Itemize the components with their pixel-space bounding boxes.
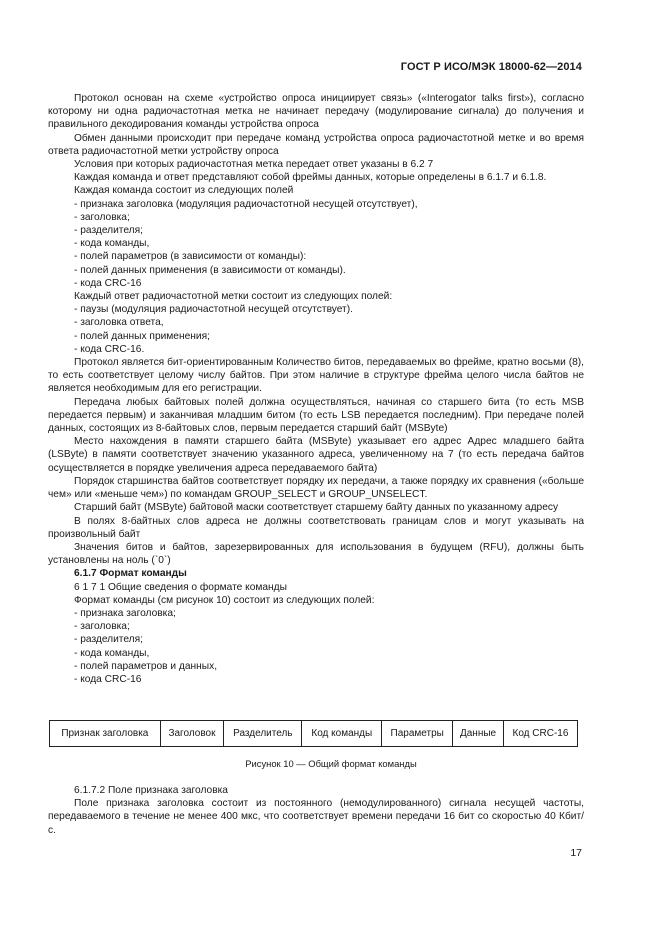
table-cell: Разделитель [224, 721, 302, 747]
table-cell: Параметры [382, 721, 453, 747]
table-cell: Заголовок [160, 721, 224, 747]
list-item: - признака заголовка (модуляция радиочастотной несущей отсутствует), [74, 198, 418, 210]
paragraph: 6 1 7 1 Общие сведения о формате команды [74, 581, 287, 593]
list-item: - полей параметров и данных, [74, 660, 218, 672]
paragraph: Порядок старшинства байтов соответствует порядку их передачи, а также порядку их сравнения («больше чем» или «меньше чем») по командам GROUP_SELECT и GROUP_UNSELECT. [48, 475, 584, 501]
paragraph: Каждый ответ радиочастотной метки состоит из следующих полей: [74, 291, 393, 303]
section-heading: 6.1.7 Формат команды [74, 568, 187, 580]
paragraph: Место нахождения в памяти старшего байта (MSByte) указывает его адрес Адрес младшего байта (LSByte) в памяти соответствует значению указанного адреса, увеличенному на 7 (то есть передача байтов осуществляется в порядке увеличения адреса передаваемого байта) [48, 436, 584, 474]
table-cell: Данные [453, 721, 504, 747]
list-item: - заголовка; [74, 621, 130, 633]
body-text [48, 92, 584, 686]
paragraph: Старший байт (MSByte) байтовой маски соответствует старшему байту данных по указанному адресу [74, 502, 559, 514]
table-row [50, 721, 578, 747]
list-item: - разделителя; [74, 225, 143, 237]
table-cell: Код CRC-16 [503, 721, 577, 747]
body-text-continued [48, 784, 584, 837]
paragraph: Формат команды (см рисунок 10) состоит из следующих полей: [74, 594, 375, 606]
paragraph: Протокол является бит-ориентированным Количество битов, передаваемых во фрейме, кратно восьми (8), то есть соответствует целому числу байтов. При этом наличие в структуре фрейма целого числа байтов не является необходимым для его регистрации. [48, 357, 584, 395]
paragraph: Каждая команда состоит из следующих полей [74, 185, 294, 197]
figure-caption: Рисунок 10 — Общий формат команды [245, 758, 417, 769]
list-item: - признака заголовка; [74, 607, 176, 619]
list-item: - разделителя; [74, 634, 143, 646]
paragraph: Значения битов и байтов, зарезервированных для использования в будущем (RFU), должны быть установлены на ноль (`0`) [48, 541, 584, 567]
list-item: - заголовка; [74, 211, 130, 223]
list-item: - кода команды, [74, 238, 150, 250]
figure-10-command-format [49, 720, 578, 747]
list-item: - полей параметров (в зависимости от команды): [74, 251, 307, 263]
paragraph: Передача любых байтовых полей должна осуществляться, начиная со старшего бита (то есть MSB передается первым) и заканчивая младшим битом (то есть LSB передается последним). При передаче полей данных, состоящих из 8-байтовых слов, первым передается старший байт (MSByte) [48, 396, 584, 435]
paragraph: Протокол основан на схеме «устройство опроса инициирует связь» («Interogator talks first»), согласно которому ни одна радиочастотная метка не начинает передачу (модулирование сигнала) до получения и правильного декодирования команды устройства опроса [48, 93, 584, 131]
document-header: ГОСТ Р ИСО/МЭК 18000-62—2014 [400, 61, 582, 73]
table-cell: Код команды [302, 721, 382, 747]
paragraph: Условия при которых радиочастотная метка передает ответ указаны в 6.2 7 [74, 159, 434, 171]
list-item: - кода CRC-16 [74, 673, 142, 685]
list-item: - кода команды, [74, 647, 150, 659]
list-item: - паузы (модуляция радиочастотной несущей отсутствует). [74, 304, 353, 316]
paragraph: Поле признака заголовка состоит из постоянного (немодулированного) сигнала несущей частоты, передаваемого в течение не менее 400 мкс, что соответствует времени передачи 16 бит со скоростью 40 Кбит/с. [48, 798, 584, 836]
table-cell: Признак заголовка [50, 721, 161, 747]
paragraph: 6.1.7.2 Поле признака заголовка [74, 785, 228, 796]
paragraph: Каждая команда и ответ представляют собой фреймы данных, которые определены в 6.1.7 и 6.1.8. [74, 172, 547, 184]
list-item: - полей данных применения (в зависимости от команды). [74, 264, 346, 276]
page-number: 17 [570, 847, 582, 859]
list-item: - заголовка ответа, [74, 317, 164, 329]
list-item: - кода CRC-16 [74, 277, 142, 289]
paragraph: В полях 8-байтных слов адреса не должны соответствовать границам слов и могут указывать на произвольный байт [48, 515, 584, 540]
paragraph: Обмен данными происходит при передаче команд устройства опроса радиочастотной метке и во время ответа радиочастотной метки устройству опроса [48, 132, 584, 157]
list-item: - кода CRC-16. [74, 343, 145, 355]
list-item: - полей данных применения; [74, 330, 210, 342]
